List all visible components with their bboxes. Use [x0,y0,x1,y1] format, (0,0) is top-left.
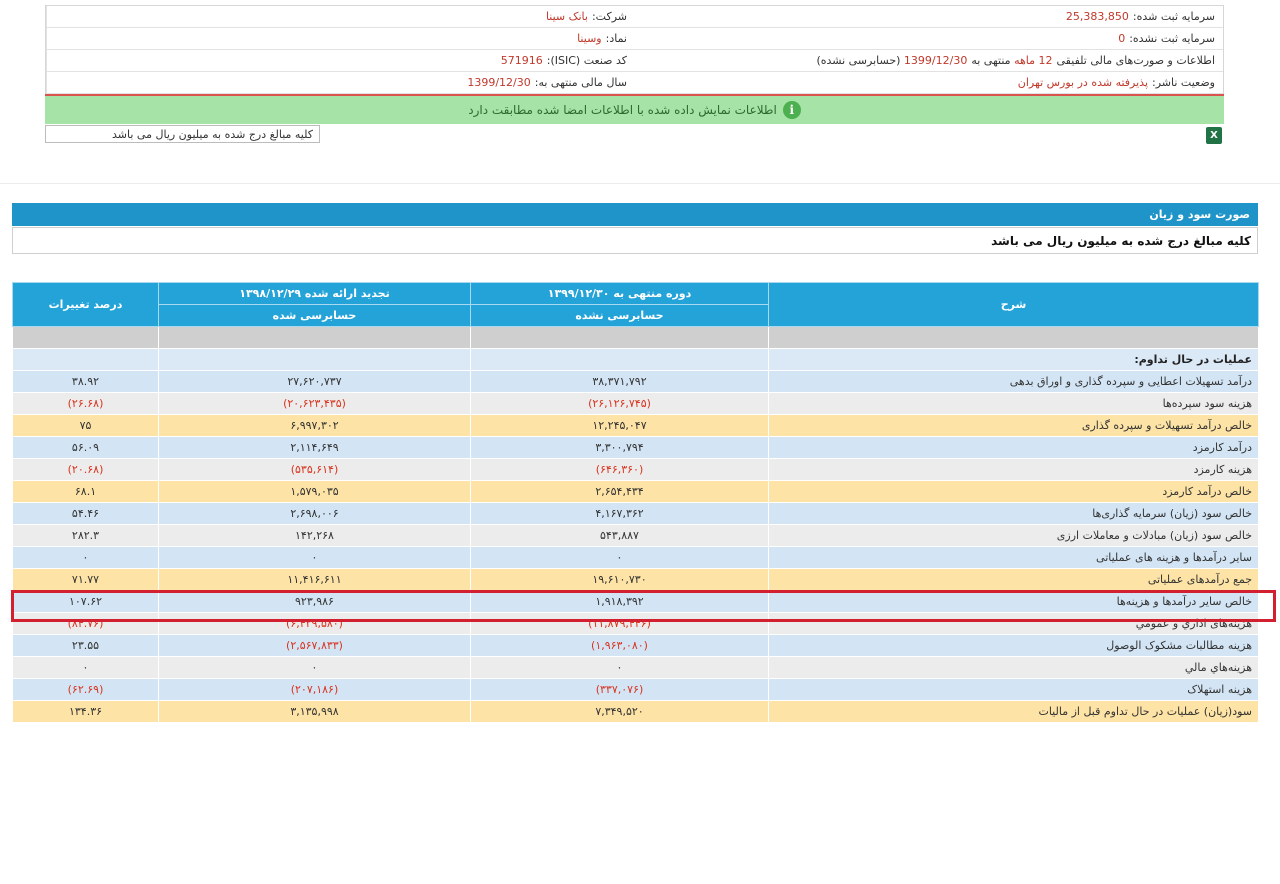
row-desc: سایر درآمدها و هزینه های عملیاتی [769,547,1259,569]
header-audited: حسابرسی شده [159,305,471,327]
blank-row [13,327,1259,349]
table-row [13,679,1259,701]
row-value-1398: ۲,۱۱۴,۶۴۹ [159,437,471,459]
row-change-percent: (۶۲.۶۹) [13,679,159,701]
header-change-percent: درصد تغییرات [13,283,159,327]
info-row-company [46,6,1223,28]
row-value-1398: ۳,۱۳۵,۹۹۸ [159,701,471,723]
row-desc: سود(زیان) عملیات در حال تداوم قبل از مالیات [769,701,1259,723]
row-change-percent: ۲۳.۵۵ [13,635,159,657]
symbol-link[interactable]: وسینا [577,32,602,45]
row-change-percent: ۷۱.۷۷ [13,569,159,591]
row-change-percent: (۲۶.۶۸) [13,393,159,415]
row-value-1399: (۲۶,۱۲۶,۷۴۵) [471,393,769,415]
row-value-1399: (۶۴۶,۳۶۰) [471,459,769,481]
info-unregistered-capital: سرمایه ثبت نشده: 0 [1118,32,1215,45]
unit-note-box [45,125,320,143]
info-fiscal-year: سال مالی منتهی به: 1399/12/30 [46,72,635,93]
row-value-1399: ۱۲,۲۴۵,۰۴۷ [471,415,769,437]
table-row [13,569,1259,591]
row-value-1399: ۲,۶۵۴,۴۳۴ [471,481,769,503]
row-change-percent: ۵۶.۰۹ [13,437,159,459]
row-value-1399: ۷,۳۴۹,۵۲۰ [471,701,769,723]
row-value-1398: (۲,۵۶۷,۸۳۳) [159,635,471,657]
info-registered-capital: سرمایه ثبت شده: 25,383,850 [1065,10,1215,23]
income-statement-table [12,282,1258,723]
row-value-1399: (۱۱,۸۷۹,۴۴۶) [471,613,769,635]
row-change-percent: ۳۸.۹۲ [13,371,159,393]
row-value-1398: ۲۷,۶۲۰,۷۳۷ [159,371,471,393]
header-unaudited: حسابرسی نشده [471,305,769,327]
row-change-percent: ۱۳۴.۳۶ [13,701,159,723]
row-desc: هزینه استهلاک [769,679,1259,701]
info-publisher-status: وضعیت ناشر: پذیرفته شده در بورس تهران [1017,76,1215,89]
table-row [13,481,1259,503]
row-desc: خالص سود (زیان) سرمایه گذاری‌ها [769,503,1259,525]
row-value-1399: (۱,۹۶۳,۰۸۰) [471,635,769,657]
section-subtitle: کلیه مبالغ درج شده به میلیون ریال می باشد [12,227,1258,254]
row-value-1399: ۳۸,۳۷۱,۷۹۲ [471,371,769,393]
row-desc: درآمد تسهیلات اعطایی و سپرده گذاری و اوراق بدهی [769,371,1259,393]
row-value-1398: (۲۰۷,۱۸۶) [159,679,471,701]
info-symbol: نماد: وسینا [46,28,635,49]
row-value-1398: (۵۳۵,۶۱۴) [159,459,471,481]
table-row [13,635,1259,657]
row-desc: درآمد کارمزد [769,437,1259,459]
row-change-percent: (۲۰.۶۸) [13,459,159,481]
info-icon: i [783,101,801,119]
row-change-percent: ۰ [13,547,159,569]
info-row-isic [46,50,1223,72]
page-divider [0,183,1280,184]
table-row [13,525,1259,547]
row-value-1399: ۵۴۳,۸۸۷ [471,525,769,547]
row-change-percent: ۱۰۷.۶۲ [13,591,159,613]
row-value-1398: ۱۴۲,۲۶۸ [159,525,471,547]
row-desc: خالص درآمد تسهیلات و سپرده گذاری [769,415,1259,437]
row-desc: خالص درآمد کارمزد [769,481,1259,503]
row-value-1398: ۱۱,۴۱۶,۶۱۱ [159,569,471,591]
info-row-fiscal-year [46,72,1223,94]
table-row [13,503,1259,525]
row-desc: هزینه مطالبات مشکوک الوصول [769,635,1259,657]
row-value-1399: ۱۹,۶۱۰,۷۳۰ [471,569,769,591]
row-value-1398: ۲,۶۹۸,۰۰۶ [159,503,471,525]
row-value-1398: ۰ [159,547,471,569]
row-change-percent: ۶۸.۱ [13,481,159,503]
table-row [13,437,1259,459]
row-value-1398: (۲۰,۶۲۳,۴۳۵) [159,393,471,415]
row-value-1399: ۰ [471,547,769,569]
table-row [13,701,1259,723]
company-name-link[interactable]: بانک سینا [545,10,588,23]
unit-note-text: کلیه مبالغ درج شده به میلیون ریال می باشد [112,127,313,141]
info-row-symbol [46,28,1223,50]
table-row [13,657,1259,679]
table-row [13,613,1259,635]
table-row [13,459,1259,481]
row-desc: خالص سود (زیان) مبادلات و معاملات ارزی [769,525,1259,547]
row-value-1398: ۱,۵۷۹,۰۳۵ [159,481,471,503]
row-desc: هزینه‌های اداري و عمومي [769,613,1259,635]
header-period-1399: دوره منتهی به ۱۳۹۹/۱۲/۳۰ [471,283,769,305]
row-value-1398: ۹۲۳,۹۸۶ [159,591,471,613]
excel-export-icon[interactable]: X [1206,127,1222,144]
row-desc: جمع درآمدهای عملیاتی [769,569,1259,591]
info-report-type: اطلاعات و صورت‌های مالی تلفیقی 12 ماهه منتهی به 1399/12/30 (حسابرسی نشده) [816,54,1215,67]
verification-notice-text: اطلاعات نمایش داده شده با اطلاعات امضا شده مطابقت دارد [468,103,777,117]
info-isic: کد صنعت (ISIC): 571916 [46,50,635,71]
table-row [13,415,1259,437]
row-value-1398: ۶,۹۹۷,۳۰۲ [159,415,471,437]
group-label: عملیات در حال تداوم: [769,349,1259,371]
row-change-percent: ۵۴.۴۶ [13,503,159,525]
row-value-1398: ۰ [159,657,471,679]
info-company: شرکت: بانک سینا [46,6,635,27]
group-row [13,349,1259,371]
row-value-1399: ۱,۹۱۸,۳۹۲ [471,591,769,613]
row-change-percent: ۲۸۲.۳ [13,525,159,547]
row-change-percent: ۰ [13,657,159,679]
table-row [13,371,1259,393]
row-value-1399: ۰ [471,657,769,679]
row-desc: هزینه سود سپرده‌ها [769,393,1259,415]
row-value-1399: (۳۳۷,۰۷۶) [471,679,769,701]
company-info-box [45,5,1224,124]
row-value-1399: ۴,۱۶۷,۳۶۲ [471,503,769,525]
row-value-1399: ۳,۳۰۰,۷۹۴ [471,437,769,459]
verification-notice [45,96,1224,124]
header-period-1398: تجدید ارائه شده ۱۳۹۸/۱۲/۲۹ [159,283,471,305]
row-value-1398: (۶,۴۲۹,۵۸۰) [159,613,471,635]
table-row [13,591,1259,613]
table-row [13,393,1259,415]
row-change-percent: (۸۴.۷۶) [13,613,159,635]
row-change-percent: ۷۵ [13,415,159,437]
table-row [13,547,1259,569]
row-desc: هزینه‌هاي مالي [769,657,1259,679]
row-desc: خالص سایر درآمدها و هزینه‌ها [769,591,1259,613]
header-desc: شرح [769,283,1259,327]
row-desc: هزینه کارمزد [769,459,1259,481]
section-title: صورت سود و زیان [12,203,1258,226]
